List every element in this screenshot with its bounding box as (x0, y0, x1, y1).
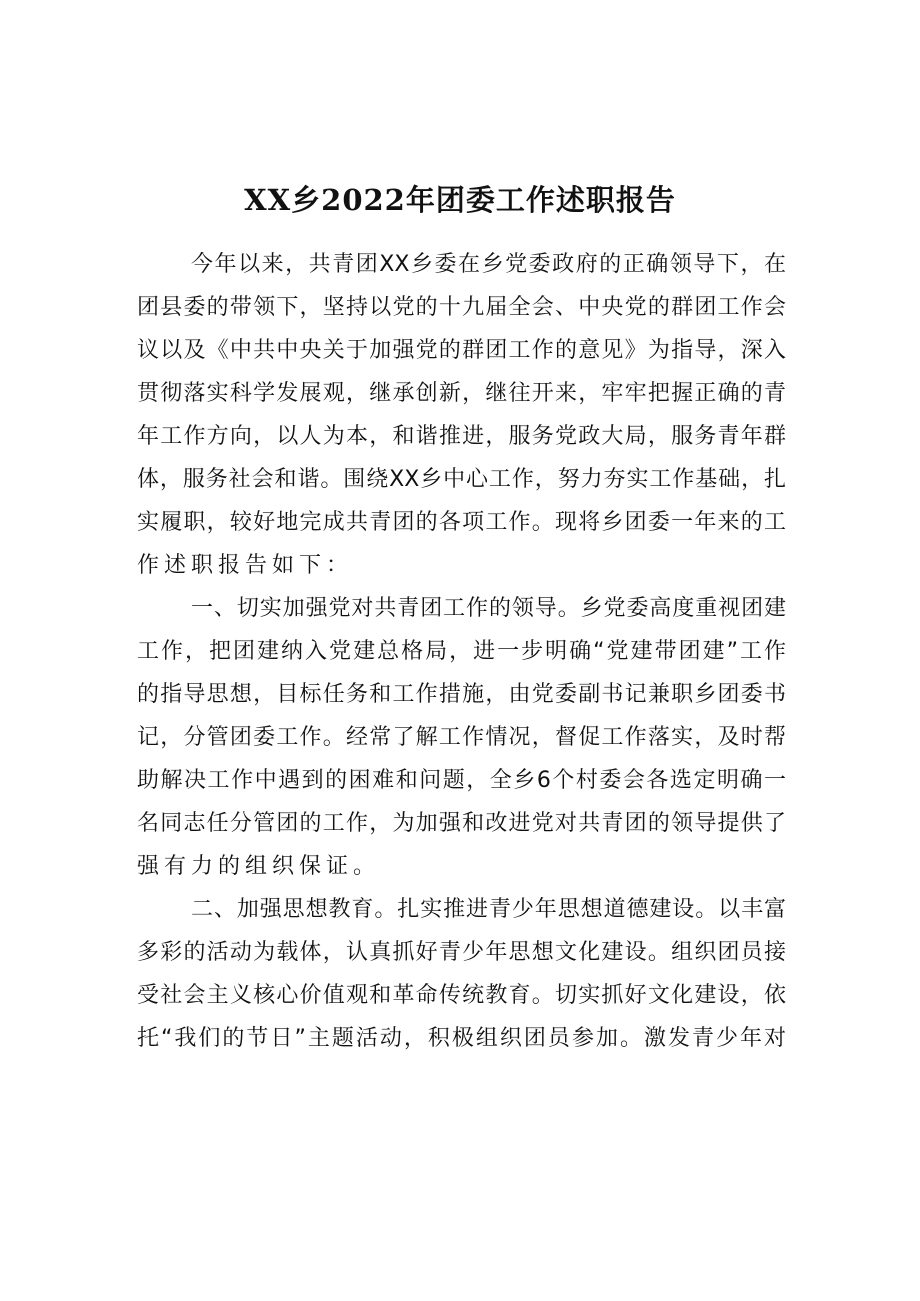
document-body (137, 243, 786, 1060)
text-line: 名同志任分管团的工作，为加强和改进党对共青团的领导提供了 (137, 811, 786, 836)
text-line: 助解决工作中遇到的困难和问题，全乡6个村委会各选定明确一 (137, 768, 786, 793)
text-line: 受社会主义核心价值观和革命传统教育。切实抓好文化建设，依 (137, 983, 786, 1008)
text-line: 的指导思想，目标任务和工作措施，由党委副书记兼职乡团委书 (137, 682, 786, 707)
text-line: 议以及《中共中央关于加强党的群团工作的意见》为指导，深入 (137, 338, 786, 363)
text-line: 托“我们的节日”主题活动，积极组织团员参加。激发青少年对 (137, 1026, 786, 1051)
text-line: 团县委的带领下，坚持以党的十九届全会、中央党的群团工作会 (137, 295, 786, 320)
text-line: 记，分管团委工作。经常了解工作情况，督促工作落实，及时帮 (137, 725, 786, 750)
text-line: 一、切实加强党对共青团工作的领导。乡党委高度重视团建 (191, 596, 786, 621)
text-line: 工作，把团建纳入党建总格局，进一步明确“党建带团建”工作 (137, 639, 786, 664)
text-line: 多彩的活动为载体，认真抓好青少年思想文化建设。组织团员接 (137, 940, 786, 965)
document-title: XX乡2022年团委工作述职报告 (244, 183, 676, 217)
text-line: 年工作方向，以人为本，和谐推进，服务党政大局，服务青年群 (137, 424, 786, 449)
text-line: 作述职报告如下： (137, 553, 354, 578)
paragraph (137, 243, 786, 587)
paragraph (137, 587, 786, 888)
text-line: 今年以来，共青团XX乡委在乡党委政府的正确领导下，在 (191, 252, 786, 277)
text-line: 贯彻落实科学发展观，继承创新，继往开来，牢牢把握正确的青 (137, 381, 786, 406)
text-line: 强有力的组织保证。 (137, 854, 381, 879)
text-line: 体，服务社会和谐。围绕XX乡中心工作，努力夯实工作基础，扎 (137, 467, 786, 492)
paragraph (137, 888, 786, 1060)
text-line: 二、加强思想教育。扎实推进青少年思想道德建设。以丰富 (191, 897, 786, 922)
text-line: 实履职，较好地完成共青团的各项工作。现将乡团委一年来的工 (137, 510, 786, 535)
